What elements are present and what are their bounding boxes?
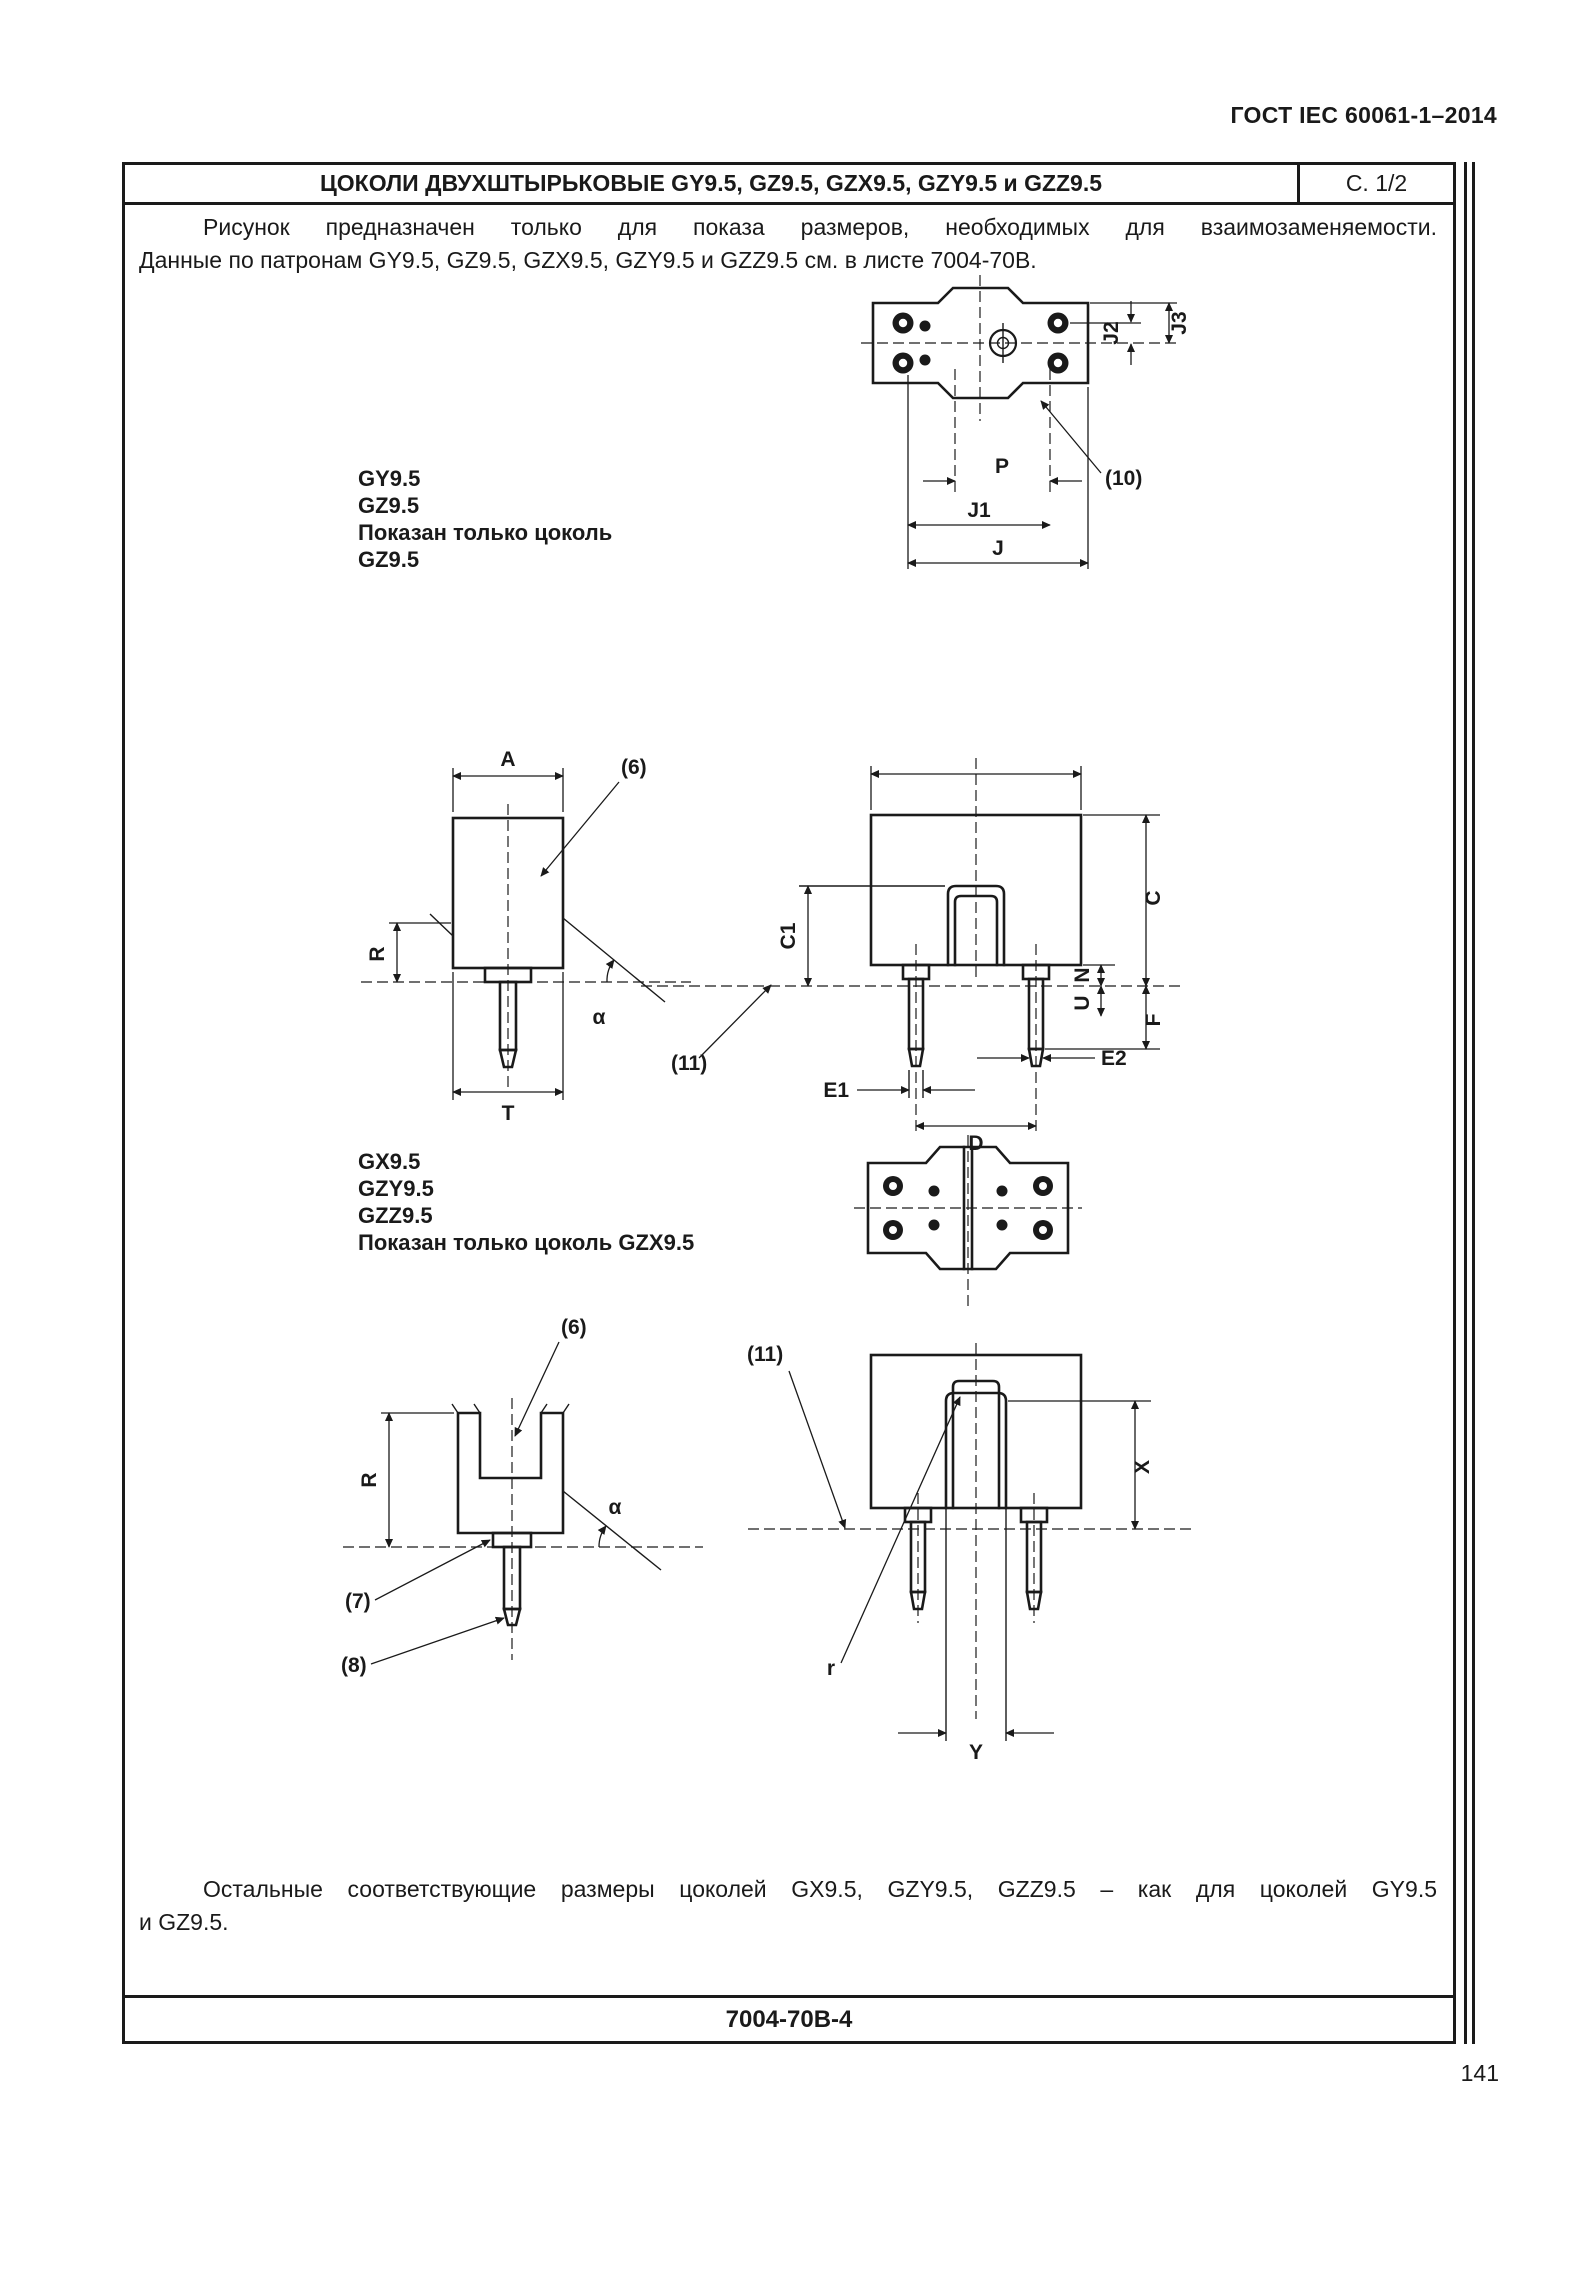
ref-label-6: (6) xyxy=(621,756,647,779)
dim-label-r: R xyxy=(358,1472,381,1488)
note-paragraph xyxy=(139,1873,1437,1939)
ref-label-8: (8) xyxy=(341,1654,367,1677)
intro-line-1: Рисунок предназначен только для показа размеров, необходимых для взаимозаменяемости. xyxy=(203,214,1437,240)
dim-label-p: P xyxy=(994,455,1010,478)
dim-label-t: T xyxy=(501,1102,515,1125)
dim-label-u: U xyxy=(1071,995,1094,1011)
dim-label-d: D xyxy=(968,1132,984,1155)
sheet-code: 7004-70В-4 xyxy=(725,2005,853,2033)
drawing-front-view-gy95-gz95 xyxy=(623,718,1203,1188)
page-number: 141 xyxy=(1460,2060,1499,2086)
note-line-2: и GZ9.5. xyxy=(139,1909,229,1935)
dim-label-j3: J3 xyxy=(1168,311,1191,335)
note-line-1: Остальные соответствующие размеры цоколей GX9.5, GZY9.5, GZZ9.5 – как для цоколей GY9.5 xyxy=(203,1876,1437,1902)
dim-label-y: Y xyxy=(968,1741,984,1764)
dim-label-j: J xyxy=(992,537,1004,560)
dimensions xyxy=(671,766,1165,1155)
caption-line: GX9.5 xyxy=(358,1149,421,1174)
right-double-rule-inner xyxy=(1472,162,1475,2044)
dim-label-n: N xyxy=(1071,967,1094,983)
drawing-side-view-gzx95 xyxy=(323,1308,723,1698)
ref-label-6: (6) xyxy=(561,1316,587,1339)
ref-label-11: (11) xyxy=(671,1052,708,1075)
drawing-top-view-gzx95 xyxy=(848,1131,1088,1316)
caption-line: GZ9.5 xyxy=(358,547,420,572)
intro-line-2: Данные по патронам GY9.5, GZ9.5, GZX9.5, GZY9.5 и GZZ9.5 см. в листе 7004-70В. xyxy=(139,247,1037,273)
dim-label-r: R xyxy=(366,946,389,962)
cap-body xyxy=(430,818,563,1067)
ref-label-11: (11) xyxy=(747,1343,784,1366)
dim-label-radius-r: r xyxy=(826,1657,836,1680)
dim-label-x: X xyxy=(1131,1459,1154,1475)
caption-line: GZY9.5 xyxy=(358,1176,434,1201)
figure-caption-gzx95 xyxy=(358,1148,694,1256)
right-double-rule-outer xyxy=(1464,162,1467,2044)
caption-line: Показан только цоколь GZX9.5 xyxy=(358,1230,695,1255)
caption-line: GY9.5 xyxy=(358,466,421,491)
dim-label-e2: E2 xyxy=(1101,1047,1127,1070)
ref-label-10: (10) xyxy=(1105,467,1143,490)
caption-line: GZZ9.5 xyxy=(358,1203,433,1228)
drawing-front-view-gzx95 xyxy=(733,1321,1213,1771)
sheet-header xyxy=(125,165,1453,205)
dim-label-alpha: α xyxy=(608,1496,622,1519)
figure-caption-gy95 xyxy=(358,465,612,573)
sheet-title: ЦОКОЛИ ДВУХШТЫРЬКОВЫЕ GY9.5, GZ9.5, GZX9.5, GZY9.5 и GZZ9.5 xyxy=(319,170,1103,196)
sheet-page-label: С. 1/2 xyxy=(1297,165,1453,202)
dim-label-e1: E1 xyxy=(823,1079,849,1102)
dim-label-c1: C1 xyxy=(777,922,800,950)
dimensions xyxy=(366,748,665,1125)
caption-line: Показан только цоколь xyxy=(358,520,613,545)
centerlines xyxy=(748,1343,1191,1719)
dim-label-j1: J1 xyxy=(967,499,991,522)
dim-label-c: C xyxy=(1142,890,1165,906)
sheet-footer xyxy=(125,1995,1453,2041)
caption-line: GZ9.5 xyxy=(358,493,420,518)
dimensions xyxy=(747,1343,1154,1764)
document-reference: ГОСТ IEC 60061-1–2014 xyxy=(1230,102,1497,128)
dim-label-a: A xyxy=(500,748,516,771)
dim-label-alpha: α xyxy=(592,1006,606,1029)
dim-label-j2: J2 xyxy=(1100,321,1123,345)
cap-body xyxy=(452,1404,569,1625)
centerlines xyxy=(343,1398,703,1660)
standard-sheet-frame xyxy=(122,162,1456,2044)
drawing-top-view-gy95-gz95 xyxy=(743,263,1213,593)
dimensions xyxy=(341,1316,661,1677)
dim-label-f: F xyxy=(1142,1013,1165,1027)
ref-label-7: (7) xyxy=(345,1590,371,1613)
